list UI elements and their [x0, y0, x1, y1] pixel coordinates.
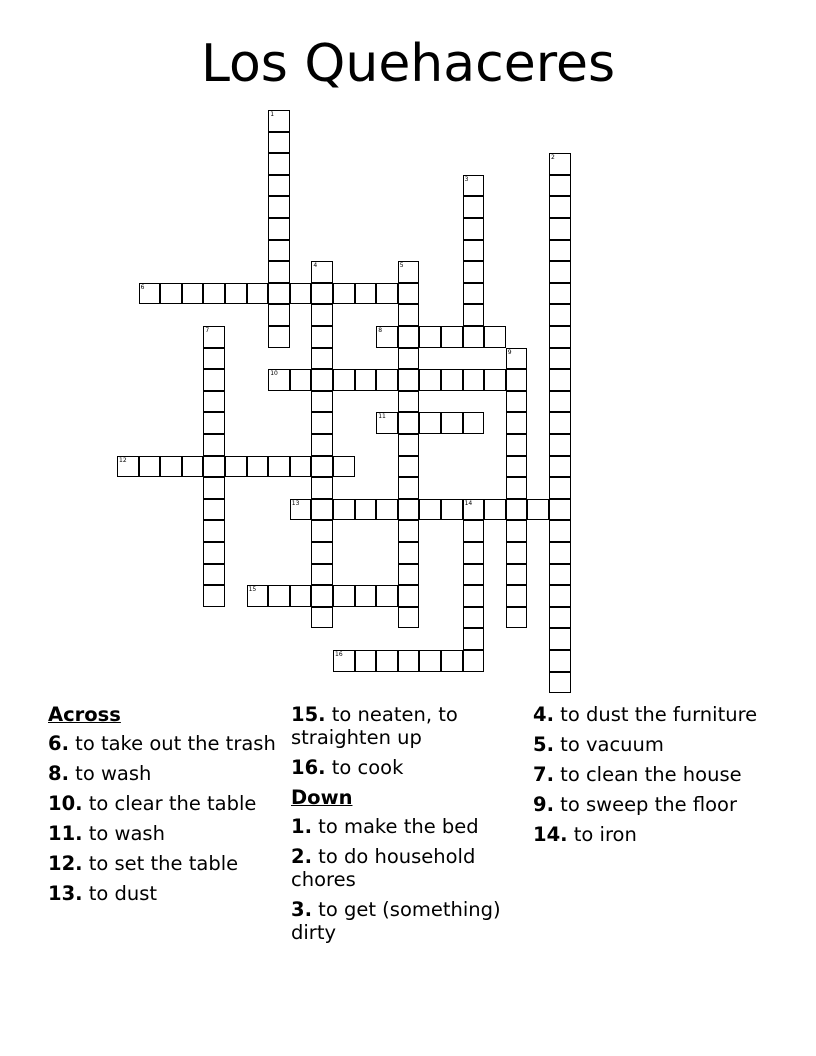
- grid-cell[interactable]: [398, 434, 420, 456]
- grid-cell[interactable]: [290, 585, 312, 607]
- grid-cell[interactable]: [311, 520, 333, 542]
- grid-cell[interactable]: [311, 585, 333, 607]
- grid-cell[interactable]: [268, 196, 290, 218]
- cell-number: 8: [378, 327, 383, 334]
- grid-cell[interactable]: [484, 499, 506, 521]
- cell-number: 1: [270, 111, 275, 118]
- grid-cell[interactable]: [268, 456, 290, 478]
- grid-cell[interactable]: [268, 304, 290, 326]
- grid-cell[interactable]: [506, 434, 528, 456]
- grid-cell[interactable]: [549, 304, 571, 326]
- grid-cell[interactable]: [311, 499, 333, 521]
- grid-cell[interactable]: [398, 542, 420, 564]
- grid-cell[interactable]: [398, 283, 420, 305]
- grid-cell[interactable]: [311, 304, 333, 326]
- clue-heading: Across: [48, 703, 121, 726]
- grid-cell[interactable]: [398, 391, 420, 413]
- grid-cell[interactable]: [419, 326, 441, 348]
- grid-cell[interactable]: [333, 585, 355, 607]
- grid-cell[interactable]: [463, 412, 485, 434]
- clue-number: 5.: [533, 733, 554, 756]
- clue-text: to take out the trash: [68, 732, 276, 755]
- grid-cell[interactable]: [398, 477, 420, 499]
- grid-cell[interactable]: [441, 326, 463, 348]
- grid-cell[interactable]: [376, 499, 398, 521]
- clue-item: [291, 756, 526, 779]
- grid-cell[interactable]: [398, 261, 420, 283]
- grid-cell[interactable]: [311, 607, 333, 629]
- grid-cell[interactable]: [549, 175, 571, 197]
- grid-cell[interactable]: [506, 542, 528, 564]
- grid-cell[interactable]: [139, 456, 161, 478]
- grid-cell[interactable]: [290, 499, 312, 521]
- grid-cell[interactable]: [506, 585, 528, 607]
- grid-cell[interactable]: [549, 434, 571, 456]
- clue-item: [48, 762, 283, 785]
- clue-item: [533, 793, 768, 816]
- clue-number: 14.: [533, 823, 568, 846]
- grid-cell[interactable]: [355, 650, 377, 672]
- grid-cell[interactable]: [333, 369, 355, 391]
- grid-cell[interactable]: [506, 477, 528, 499]
- grid-cell[interactable]: [549, 477, 571, 499]
- grid-cell[interactable]: [549, 153, 571, 175]
- grid-cell[interactable]: [549, 412, 571, 434]
- grid-cell[interactable]: [203, 499, 225, 521]
- grid-cell[interactable]: [311, 283, 333, 305]
- grid-cell[interactable]: [203, 585, 225, 607]
- grid-cell[interactable]: [355, 369, 377, 391]
- grid-cell[interactable]: [463, 326, 485, 348]
- grid-cell[interactable]: [463, 240, 485, 262]
- clue-column-2: [291, 703, 526, 951]
- clue-item: [48, 852, 283, 875]
- grid-cell[interactable]: [463, 369, 485, 391]
- grid-cell[interactable]: [247, 585, 269, 607]
- clue-number: 16.: [291, 756, 326, 779]
- grid-cell[interactable]: [225, 456, 247, 478]
- grid-cell[interactable]: [160, 456, 182, 478]
- grid-cell[interactable]: [376, 369, 398, 391]
- grid-cell[interactable]: [398, 412, 420, 434]
- clue-number: 12.: [48, 852, 83, 875]
- grid-cell[interactable]: [203, 564, 225, 586]
- grid-cell[interactable]: [311, 261, 333, 283]
- grid-cell[interactable]: [506, 456, 528, 478]
- grid-cell[interactable]: [225, 283, 247, 305]
- clue-text: to iron: [567, 823, 637, 846]
- grid-cell[interactable]: [203, 326, 225, 348]
- grid-cell[interactable]: [311, 348, 333, 370]
- grid-cell[interactable]: [203, 369, 225, 391]
- grid-cell[interactable]: [463, 261, 485, 283]
- grid-cell[interactable]: [441, 412, 463, 434]
- clue-text: to sweep the floor: [553, 793, 737, 816]
- grid-cell[interactable]: [506, 369, 528, 391]
- grid-cell[interactable]: [268, 283, 290, 305]
- grid-cell[interactable]: [549, 218, 571, 240]
- grid-cell[interactable]: [247, 283, 269, 305]
- clue-text: to do household chores: [291, 845, 476, 891]
- grid-cell[interactable]: [463, 542, 485, 564]
- grid-cell[interactable]: [419, 650, 441, 672]
- grid-cell[interactable]: [506, 520, 528, 542]
- grid-cell[interactable]: [376, 326, 398, 348]
- clue-number: 2.: [291, 845, 312, 868]
- grid-cell[interactable]: [549, 542, 571, 564]
- grid-cell[interactable]: [268, 326, 290, 348]
- page-title: Los Quehaceres: [200, 34, 616, 94]
- grid-cell[interactable]: [484, 369, 506, 391]
- grid-cell[interactable]: [419, 412, 441, 434]
- grid-cell[interactable]: [311, 412, 333, 434]
- clue-number: 6.: [48, 732, 69, 755]
- grid-cell[interactable]: [463, 607, 485, 629]
- grid-cell[interactable]: [549, 240, 571, 262]
- grid-cell[interactable]: [203, 391, 225, 413]
- grid-cell[interactable]: [484, 326, 506, 348]
- grid-cell[interactable]: [549, 628, 571, 650]
- grid-cell[interactable]: [549, 607, 571, 629]
- grid-cell[interactable]: [549, 283, 571, 305]
- grid-cell[interactable]: [463, 499, 485, 521]
- grid-cell[interactable]: [441, 650, 463, 672]
- clue-column-1: [48, 703, 283, 912]
- grid-cell[interactable]: [311, 456, 333, 478]
- clue-number: 8.: [48, 762, 69, 785]
- clue-item: [48, 822, 283, 845]
- clue-number: 7.: [533, 763, 554, 786]
- grid-cell[interactable]: [268, 110, 290, 132]
- grid-cell[interactable]: [463, 585, 485, 607]
- grid-cell[interactable]: [203, 348, 225, 370]
- clue-number: 13.: [48, 882, 83, 905]
- grid-cell[interactable]: [355, 499, 377, 521]
- grid-cell[interactable]: [268, 261, 290, 283]
- grid-cell[interactable]: [398, 326, 420, 348]
- grid-cell[interactable]: [268, 175, 290, 197]
- clue-text: to cook: [325, 756, 404, 779]
- grid-cell[interactable]: [139, 283, 161, 305]
- clue-text: to dust the furniture: [553, 703, 758, 726]
- clue-item: [48, 882, 283, 905]
- clue-item: [533, 763, 768, 786]
- grid-cell[interactable]: [527, 499, 549, 521]
- grid-cell[interactable]: [463, 520, 485, 542]
- clue-item: [533, 703, 768, 726]
- grid-cell[interactable]: [463, 218, 485, 240]
- grid-cell[interactable]: [549, 348, 571, 370]
- grid-cell[interactable]: [203, 283, 225, 305]
- cell-number: 4: [313, 262, 318, 270]
- grid-cell[interactable]: [203, 542, 225, 564]
- grid-cell[interactable]: [311, 369, 333, 391]
- grid-cell[interactable]: [398, 304, 420, 326]
- grid-cell[interactable]: [463, 628, 485, 650]
- clue-number: 1.: [291, 815, 312, 838]
- grid-cell[interactable]: [268, 153, 290, 175]
- grid-cell[interactable]: [333, 499, 355, 521]
- grid-cell[interactable]: [376, 585, 398, 607]
- grid-cell[interactable]: [549, 391, 571, 413]
- grid-cell[interactable]: [333, 650, 355, 672]
- grid-cell[interactable]: [463, 175, 485, 197]
- grid-cell[interactable]: [203, 434, 225, 456]
- grid-cell[interactable]: [549, 499, 571, 521]
- clue-item: [291, 898, 526, 944]
- clue-item: [533, 733, 768, 756]
- grid-cell[interactable]: [419, 499, 441, 521]
- clue-number: 3.: [291, 898, 312, 921]
- grid-cell[interactable]: [376, 283, 398, 305]
- clue-text: to dust: [82, 882, 158, 905]
- grid-cell[interactable]: [506, 391, 528, 413]
- cell-number: 3: [464, 175, 469, 183]
- cell-number: 9: [507, 348, 512, 356]
- clue-text: to vacuum: [553, 733, 664, 756]
- cell-number: 11: [378, 413, 386, 421]
- clue-heading: Down: [291, 786, 353, 809]
- cell-number: 13: [291, 499, 300, 507]
- grid-cell[interactable]: [549, 326, 571, 348]
- cell-number: 16: [335, 651, 343, 658]
- grid-cell[interactable]: [463, 196, 485, 218]
- grid-cell[interactable]: [203, 520, 225, 542]
- grid-cell[interactable]: [398, 650, 420, 672]
- clue-item: [291, 815, 526, 838]
- grid-cell[interactable]: [247, 456, 269, 478]
- grid-cell[interactable]: [398, 607, 420, 629]
- clue-number: 9.: [533, 793, 554, 816]
- clue-text: to clean the house: [553, 763, 742, 786]
- grid-cell[interactable]: [376, 412, 398, 434]
- grid-cell[interactable]: [506, 564, 528, 586]
- grid-cell[interactable]: [398, 369, 420, 391]
- grid-cell[interactable]: [549, 456, 571, 478]
- clue-text: to get (something) dirty: [291, 898, 501, 944]
- grid-cell[interactable]: [203, 412, 225, 434]
- grid-cell[interactable]: [268, 369, 290, 391]
- grid-cell[interactable]: [290, 456, 312, 478]
- grid-cell[interactable]: [376, 650, 398, 672]
- grid-cell[interactable]: [398, 499, 420, 521]
- clue-item: [533, 823, 768, 846]
- grid-cell[interactable]: [549, 369, 571, 391]
- grid-cell[interactable]: [398, 564, 420, 586]
- grid-cell[interactable]: [355, 585, 377, 607]
- clue-number: 15.: [291, 703, 326, 726]
- clue-number: 10.: [48, 792, 83, 815]
- grid-cell[interactable]: [463, 283, 485, 305]
- grid-cell[interactable]: [419, 369, 441, 391]
- grid-cell[interactable]: [441, 499, 463, 521]
- clue-item: [48, 792, 283, 815]
- grid-cell[interactable]: [549, 520, 571, 542]
- grid-cell[interactable]: [268, 585, 290, 607]
- clue-item: [291, 703, 526, 749]
- grid-cell[interactable]: [268, 240, 290, 262]
- grid-cell[interactable]: [203, 456, 225, 478]
- cell-number: 6: [140, 283, 145, 291]
- grid-cell[interactable]: [160, 283, 182, 305]
- grid-cell[interactable]: [549, 672, 571, 694]
- cell-number: 2: [551, 154, 555, 162]
- grid-cell[interactable]: [506, 499, 528, 521]
- grid-cell[interactable]: [290, 369, 312, 391]
- grid-cell[interactable]: [182, 283, 204, 305]
- grid-cell[interactable]: [311, 542, 333, 564]
- grid-cell[interactable]: [311, 391, 333, 413]
- clue-column-3: [533, 703, 768, 853]
- grid-cell[interactable]: [506, 607, 528, 629]
- cell-number: 15: [248, 586, 257, 594]
- grid-cell[interactable]: [463, 304, 485, 326]
- grid-cell[interactable]: [506, 348, 528, 370]
- grid-cell[interactable]: [549, 196, 571, 218]
- clue-item: [291, 845, 526, 891]
- grid-cell[interactable]: [268, 132, 290, 154]
- cell-number: 5: [399, 262, 404, 270]
- grid-cell[interactable]: [549, 585, 571, 607]
- grid-cell[interactable]: [268, 218, 290, 240]
- clue-text: to set the table: [82, 852, 239, 875]
- grid-cell[interactable]: [203, 477, 225, 499]
- grid-cell[interactable]: [355, 283, 377, 305]
- grid-cell[interactable]: [549, 564, 571, 586]
- cell-number: 7: [205, 327, 210, 334]
- grid-cell[interactable]: [333, 283, 355, 305]
- grid-cell[interactable]: [182, 456, 204, 478]
- grid-cell[interactable]: [398, 456, 420, 478]
- clue-text: to clear the table: [82, 792, 257, 815]
- clue-number: 4.: [533, 703, 554, 726]
- clue-text: to wash: [82, 822, 165, 845]
- grid-cell[interactable]: [463, 650, 485, 672]
- clue-item: [48, 732, 283, 755]
- grid-cell[interactable]: [549, 650, 571, 672]
- cell-number: 10: [270, 370, 278, 378]
- grid-cell[interactable]: [463, 564, 485, 586]
- grid-cell[interactable]: [311, 434, 333, 456]
- clue-text: to neaten, to straighten up: [291, 703, 458, 749]
- grid-cell[interactable]: [549, 261, 571, 283]
- grid-cell[interactable]: [117, 456, 139, 478]
- grid-cell[interactable]: [333, 456, 355, 478]
- cell-number: 14: [464, 499, 473, 507]
- grid-cell[interactable]: [290, 283, 312, 305]
- clue-text: to wash: [68, 762, 152, 785]
- grid-cell[interactable]: [398, 348, 420, 370]
- grid-cell[interactable]: [441, 369, 463, 391]
- grid-cell[interactable]: [311, 477, 333, 499]
- grid-cell[interactable]: [311, 564, 333, 586]
- cell-number: 12: [119, 456, 127, 464]
- clue-number: 11.: [48, 822, 83, 845]
- grid-cell[interactable]: [398, 520, 420, 542]
- grid-cell[interactable]: [398, 585, 420, 607]
- grid-cell[interactable]: [506, 412, 528, 434]
- grid-cell[interactable]: [311, 326, 333, 348]
- clue-text: to make the bed: [311, 815, 479, 838]
